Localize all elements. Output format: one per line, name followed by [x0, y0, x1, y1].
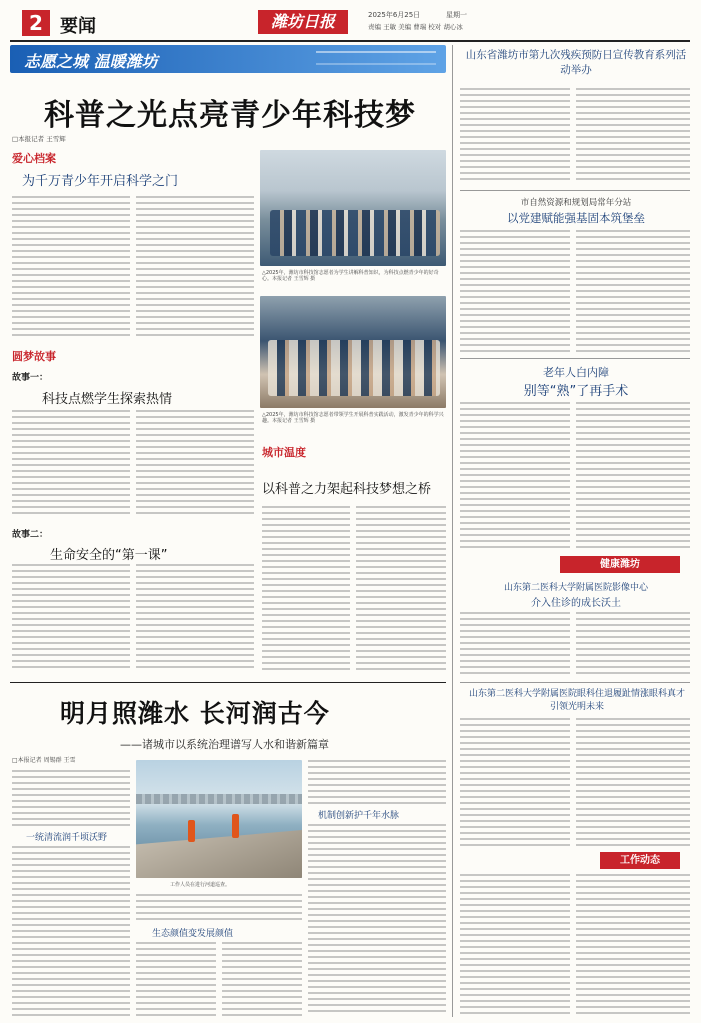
- body-text-block: [576, 230, 690, 352]
- banner-title: 志愿之城 温暖潍坊: [24, 52, 158, 71]
- body-text-block: [12, 410, 130, 518]
- banner-decoration: [316, 51, 436, 65]
- body-text-block: [576, 612, 690, 676]
- body-text-block: [222, 942, 302, 1016]
- photo-figures: [268, 340, 440, 396]
- photo2-caption: △2025年，潍坊市科技馆志愿者带领学生开展科普实践活动，激发青少年的科学兴趣。本报记者 王雪辉 摄: [262, 412, 444, 424]
- body-text-block: [460, 230, 570, 352]
- sidebar-headline-3b: 别等“熟”了再手术: [523, 384, 629, 399]
- paper-logo: 潍坊日报: [258, 10, 348, 34]
- body-text-block: [136, 564, 254, 672]
- masthead-rule: [10, 40, 690, 42]
- bottom-subhead: ——诸城市以系统治理谱写人水和谐新篇章: [120, 738, 329, 751]
- bottom-subtitle-1: 一统清流润千顷沃野: [26, 833, 108, 843]
- sidebar-headline-4b: 介入住诊的成长沃土: [531, 598, 621, 609]
- issue-weekday: 星期一: [446, 11, 467, 19]
- editor-line: 责编 王敏 美编 曹瑞 校对 胡心冰: [368, 23, 463, 31]
- story2-label: 故事二：: [12, 530, 49, 540]
- volunteer-photo-1: [260, 150, 446, 266]
- section-tag-work: 工作动态: [600, 852, 680, 869]
- column-separator: [452, 45, 453, 1017]
- body-text-block: [460, 402, 570, 550]
- body-text-block: [460, 612, 570, 676]
- photo-walkway: [136, 830, 302, 878]
- volunteer-banner: [10, 45, 446, 73]
- main-headline: 科普之光点亮青少年科技梦: [44, 98, 416, 133]
- masthead: [0, 0, 701, 42]
- section-name: 要闻: [60, 16, 96, 37]
- sidebar-headline-5: 山东第二医科大学附属医院眼科住退履趾情涨眼科真才引领光明未来: [468, 689, 685, 712]
- sidebar-headline-3a: 老年人白内障: [543, 366, 609, 379]
- body-text-block: [136, 196, 254, 338]
- body-text-block: [576, 88, 690, 184]
- body-text-block: [576, 402, 690, 550]
- body-text-block: [12, 846, 130, 1016]
- story1-title: 科技点燃学生探索热情: [42, 392, 173, 407]
- story1-label: 故事一：: [12, 373, 49, 383]
- bottom-subtitle-2: 生态颜值变发展颜值: [152, 929, 234, 939]
- sidebar-divider: [460, 190, 690, 191]
- body-text-block: [308, 824, 446, 1016]
- body-text-block: [136, 894, 302, 924]
- section-tag-health: 健康潍坊: [560, 556, 680, 573]
- issue-date: 2025年6月25日: [368, 11, 421, 19]
- river-photo: [136, 760, 302, 878]
- sidebar-divider: [460, 682, 690, 683]
- bottom-byline: □本报记者 周锡群 王雪: [12, 757, 76, 764]
- sidebar-headline-1: 山东省潍坊市第九次残疾预防日宣传教育系列活动举办: [465, 49, 687, 76]
- sub3-title: 以科普之力架起科技梦想之桥: [262, 482, 432, 497]
- photo-worker-1: [188, 820, 195, 842]
- sidebar-headline-2b: 以党建赋能强基固本筑堡垒: [507, 211, 645, 225]
- sub3-tag: 城市温度: [262, 446, 306, 459]
- body-text-block: [136, 942, 216, 1016]
- volunteer-photo-2: [260, 296, 446, 408]
- main-byline: □本报记者 王雪辉: [12, 135, 66, 143]
- bottom-divider: [10, 682, 446, 683]
- sidebar-headline-2a: 市自然资源和规划局常年分站: [520, 198, 632, 208]
- body-text-block: [12, 564, 130, 672]
- body-text-block: [576, 718, 690, 848]
- body-text-block: [460, 718, 570, 848]
- body-text-block: [12, 196, 130, 338]
- sub1-title: 为千万青少年开启科学之门: [22, 174, 179, 189]
- body-text-block: [356, 506, 446, 672]
- body-text-block: [576, 874, 690, 1016]
- bottom-headline: 明月照潍水 长河润古今: [60, 699, 330, 728]
- sidebar-divider: [460, 358, 690, 359]
- photo-figures: [270, 210, 440, 256]
- sidebar-headline-4a: 山东第二医科大学附属医院影像中心: [503, 583, 648, 593]
- river-photo-caption: 工作人员在进行河道巡查。: [170, 882, 231, 888]
- sub1-tag: 爱心档案: [12, 152, 56, 165]
- story2-title: 生命安全的“第一课”: [50, 548, 168, 563]
- body-text-block: [262, 506, 350, 672]
- photo1-caption: △2025年，潍坊市科技馆志愿者为学生讲解科普知识，为科技点燃青少年的好奇心。本报记者 王雪辉 摄: [262, 270, 439, 282]
- photo-skyline: [136, 794, 302, 804]
- page-number: 2: [22, 10, 50, 36]
- body-text-block: [460, 88, 570, 184]
- photo-worker-2: [232, 814, 239, 838]
- sub2-tag: 圆梦故事: [12, 350, 56, 363]
- body-text-block: [460, 874, 570, 1016]
- body-text-block: [136, 410, 254, 518]
- body-text-block: [12, 770, 130, 826]
- bottom-subtitle-3: 机制创新护千年水脉: [318, 811, 400, 821]
- body-text-block: [308, 760, 446, 804]
